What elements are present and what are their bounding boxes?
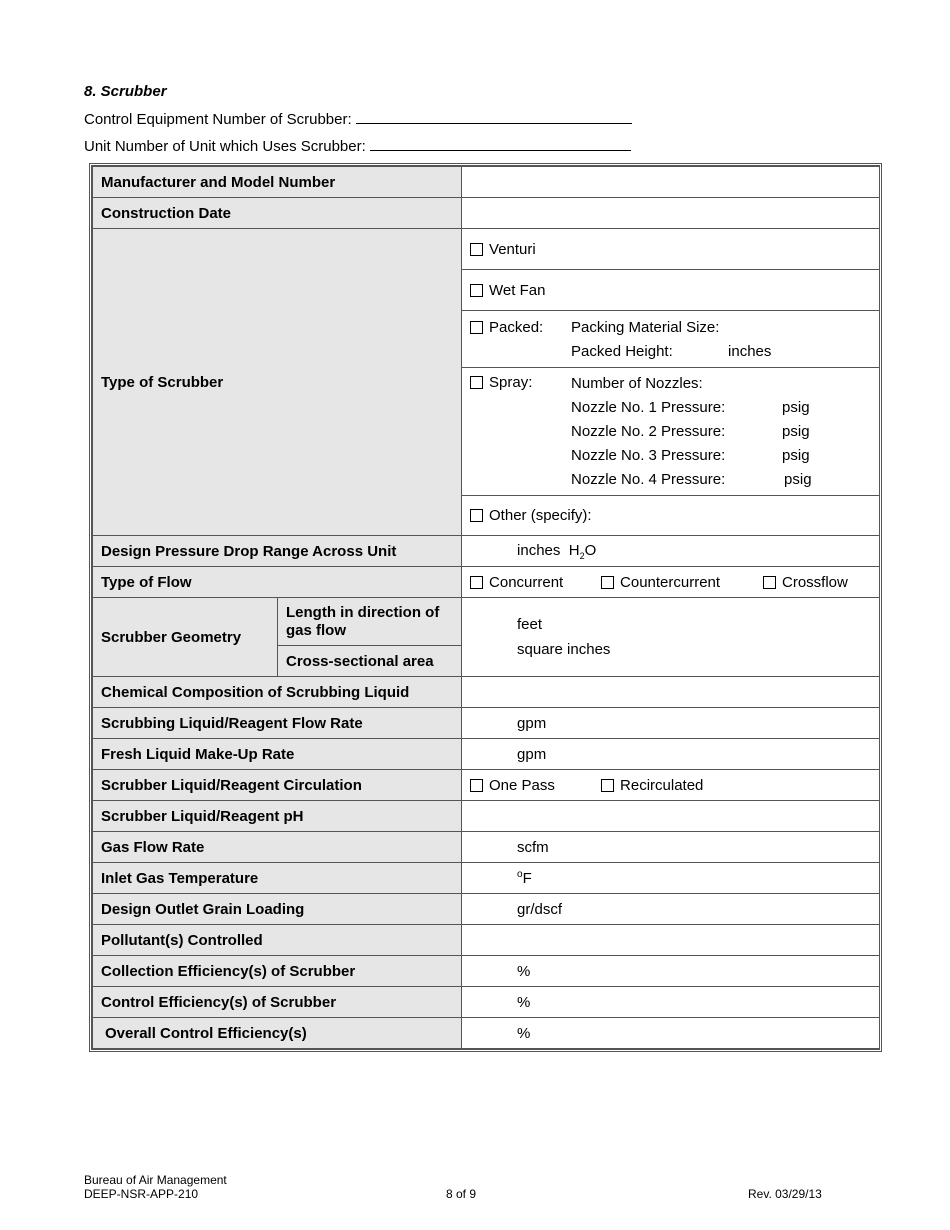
footer-org: Bureau of Air Management xyxy=(84,1173,227,1187)
inches-h2o-unit: inches $H_2O$ xyxy=(517,541,597,561)
percent-unit-2: % xyxy=(517,993,531,1011)
other-checkbox[interactable] xyxy=(470,509,483,522)
one-pass-option[interactable]: One Pass xyxy=(470,777,601,794)
gpm-unit-2: gpm xyxy=(517,745,547,763)
footer-revision: Rev. 03/29/13 xyxy=(748,1187,822,1201)
nozzle-4-label: Nozzle No. 4 Pressure: xyxy=(571,471,726,488)
nozzle-1-label: Nozzle No. 1 Pressure: xyxy=(571,399,726,416)
inlet-temp-label: Inlet Gas Temperature xyxy=(93,863,462,894)
feet-unit: feet xyxy=(517,616,543,633)
spray-checkbox[interactable] xyxy=(470,376,483,389)
control-equipment-number-field xyxy=(84,110,632,128)
unit-number-label: Unit Number of Unit which Uses Scrubber: xyxy=(84,138,366,155)
gas-flow-rate-label: Gas Flow Rate xyxy=(93,832,462,863)
pollutants-label: Pollutant(s) Controlled xyxy=(93,925,462,956)
crossflow-option[interactable]: Crossflow xyxy=(763,574,848,591)
venturi-option[interactable] xyxy=(462,229,880,270)
other-text: Other (specify): xyxy=(489,507,592,524)
venturi-text: Venturi xyxy=(489,240,536,258)
ph-label: Scrubber Liquid/Reagent pH xyxy=(93,801,462,832)
control-equipment-label: Control Equipment Number of Scrubber: xyxy=(84,111,352,128)
venturi-checkbox[interactable] xyxy=(470,243,483,256)
scrubber-geometry-input[interactable] xyxy=(462,598,880,677)
nozzle-4-unit: psig xyxy=(784,471,812,488)
footer-page-number: 8 of 9 xyxy=(446,1187,477,1201)
design-pressure-drop-label: Design Pressure Drop Range Across Unit xyxy=(93,536,462,567)
circulation-label: Scrubber Liquid/Reagent Circulation xyxy=(93,770,462,801)
spray-text: Spray: xyxy=(489,373,533,391)
design-pressure-drop-input[interactable] xyxy=(462,536,880,567)
collection-eff-label: Collection Efficiency(s) of Scrubber xyxy=(93,956,462,987)
outlet-grain-label: Design Outlet Grain Loading xyxy=(93,894,462,925)
gpm-unit: gpm xyxy=(517,714,547,732)
pollutants-input[interactable] xyxy=(462,925,880,956)
nozzle-2-label: Nozzle No. 2 Pressure: xyxy=(571,423,726,440)
overall-eff-input[interactable] xyxy=(462,1018,880,1049)
chemical-composition-label: Chemical Composition of Scrubbing Liquid xyxy=(93,677,462,708)
makeup-rate-label: Fresh Liquid Make-Up Rate xyxy=(93,739,462,770)
scfm-unit: scfm xyxy=(517,838,549,856)
wet-fan-checkbox[interactable] xyxy=(470,284,483,297)
section-title: 8. Scrubber xyxy=(84,83,167,100)
nozzle-3-label: Nozzle No. 3 Pressure: xyxy=(571,447,726,464)
control-equipment-input[interactable] xyxy=(356,110,632,124)
percent-unit-1: % xyxy=(517,962,531,980)
packed-height-label: Packed Height: xyxy=(571,342,673,360)
type-of-scrubber-label: Type of Scrubber xyxy=(93,229,462,536)
concurrent-option[interactable]: Concurrent xyxy=(470,574,601,591)
construction-date-input[interactable] xyxy=(462,198,880,229)
concurrent-checkbox[interactable] xyxy=(470,576,483,589)
countercurrent-option[interactable]: Countercurrent xyxy=(601,574,763,591)
manufacturer-input[interactable] xyxy=(462,167,880,198)
one-pass-checkbox[interactable] xyxy=(470,779,483,792)
liquid-flow-rate-input[interactable] xyxy=(462,708,880,739)
outlet-grain-input[interactable] xyxy=(462,894,880,925)
nozzle-1-unit: psig xyxy=(782,399,810,416)
makeup-rate-input[interactable] xyxy=(462,739,880,770)
fahrenheit-unit: $^o$F xyxy=(517,869,532,887)
scrubber-form-table xyxy=(89,163,882,1052)
liquid-flow-rate-label: Scrubbing Liquid/Reagent Flow Rate xyxy=(93,708,462,739)
type-of-flow-label: Type of Flow xyxy=(93,567,462,598)
spray-option xyxy=(462,368,880,496)
collection-eff-input[interactable] xyxy=(462,956,880,987)
packing-material-size-label: Packing Material Size: xyxy=(571,318,720,336)
packed-checkbox[interactable] xyxy=(470,321,483,334)
nozzle-2-unit: psig xyxy=(782,423,810,440)
wet-fan-option[interactable] xyxy=(462,270,880,311)
wet-fan-text: Wet Fan xyxy=(489,281,546,299)
packed-text: Packed: xyxy=(489,318,544,336)
manufacturer-label: Manufacturer and Model Number xyxy=(93,167,462,198)
control-eff-input[interactable] xyxy=(462,987,880,1018)
recirculated-checkbox[interactable] xyxy=(601,779,614,792)
overall-eff-label: Overall Control Efficiency(s) xyxy=(93,1018,462,1049)
scrubber-geometry-label: Scrubber Geometry xyxy=(93,598,278,677)
countercurrent-checkbox[interactable] xyxy=(601,576,614,589)
recirculated-option[interactable]: Recirculated xyxy=(601,777,703,794)
length-gas-flow-label: Length in direction of gas flow xyxy=(278,598,462,646)
other-option[interactable] xyxy=(462,496,880,536)
cross-sectional-area-label: Cross-sectional area xyxy=(278,646,462,677)
unit-number-field xyxy=(84,137,631,155)
ph-input[interactable] xyxy=(462,801,880,832)
footer-form-id: DEEP-NSR-APP-210 xyxy=(84,1187,199,1201)
gr-dscf-unit: gr/dscf xyxy=(517,900,563,918)
square-inches-unit: square inches xyxy=(517,641,611,658)
unit-number-input[interactable] xyxy=(370,137,631,151)
crossflow-checkbox[interactable] xyxy=(763,576,776,589)
percent-unit-3: % xyxy=(517,1024,531,1042)
gas-flow-rate-input[interactable] xyxy=(462,832,880,863)
circulation-options xyxy=(462,770,880,801)
construction-date-label: Construction Date xyxy=(93,198,462,229)
packed-height-unit: inches xyxy=(728,342,772,360)
nozzle-3-unit: psig xyxy=(782,447,810,464)
control-eff-label: Control Efficiency(s) of Scrubber xyxy=(93,987,462,1018)
packed-option xyxy=(462,311,880,368)
number-of-nozzles-label: Number of Nozzles: xyxy=(571,375,703,392)
chemical-composition-input[interactable] xyxy=(462,677,880,708)
type-of-flow-options xyxy=(462,567,880,598)
inlet-temp-input[interactable] xyxy=(462,863,880,894)
